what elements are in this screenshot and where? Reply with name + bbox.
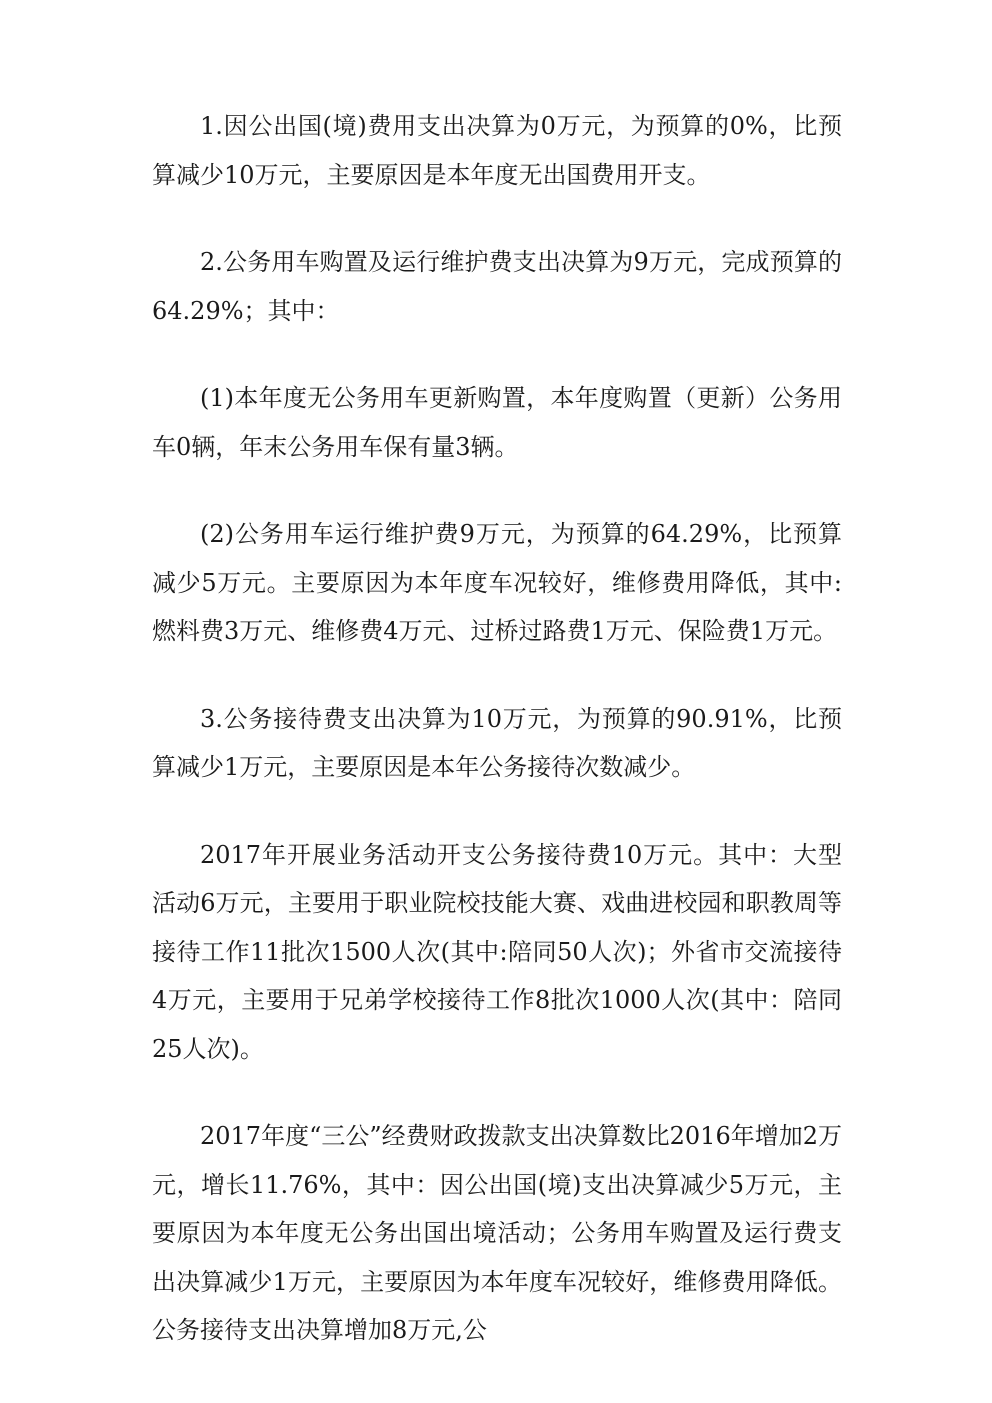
paragraph-vehicle-expense: 2.公务用车购置及运行维护费支出决算为9万元，完成预算的64.29%；其中： xyxy=(152,248,842,325)
paragraph-reception-details: 2017年开展业务活动开支公务接待费10万元。其中：大型活动6万元，主要用于职业院校技能大赛、戏曲进校园和职教周等接待工作11批次1500人次(其中:陪同50人次)；外省市交流接待4万元，主要用于兄弟学校接待工作8批次1000人次(其中：陪同25人次)。 xyxy=(152,840,842,1063)
document-body xyxy=(152,102,842,1394)
paragraph-year-comparison: 2017年度“三公”经费财政拨款支出决算数比2016年增加2万元，增长11.76%，其中：因公出国(境)支出决算减少5万元，主要原因为本年度无公务出国出境活动；公务用车购置及运行费支出决算减少1万元，主要原因为本年度车况较好，维修费用降低。公务接待支出决算增加8万元,公 xyxy=(152,1122,842,1344)
paragraph-reception-expense: 3.公务接待费支出决算为10万元，为预算的90.91%，比预算减少1万元，主要原因是本年公务接待次数减少。 xyxy=(152,704,842,781)
paragraph-vehicle-purchase: (1)本年度无公务用车更新购置，本年度购置（更新）公务用车0辆，年末公务用车保有量3辆。 xyxy=(152,384,842,461)
paragraph-overseas-expense: 1.因公出国(境)费用支出决算为0万元，为预算的0%，比预算减少10万元，主要原因是本年度无出国费用开支。 xyxy=(152,112,842,189)
paragraph-vehicle-maintenance: (2)公务用车运行维护费9万元，为预算的64.29%，比预算减少5万元。主要原因为本年度车况较好，维修费用降低，其中:燃料费3万元、维修费4万元、过桥过路费1万元、保险费1万元。 xyxy=(152,520,842,645)
